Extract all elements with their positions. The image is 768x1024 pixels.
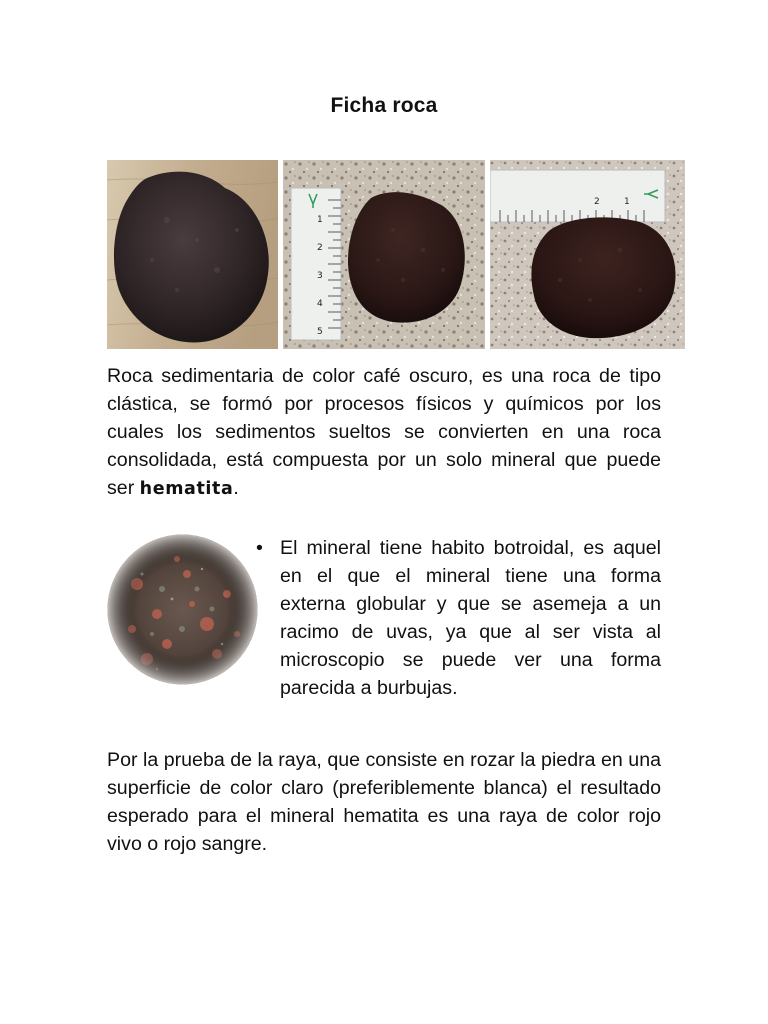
rock-photo-wood bbox=[107, 160, 278, 349]
ruler-mark-4: 4 bbox=[317, 299, 323, 309]
ruler-mark-5: 5 bbox=[317, 327, 323, 337]
microscope-image bbox=[107, 534, 258, 685]
intro-paragraph bbox=[107, 362, 661, 503]
ruler-mark-1: 1 bbox=[317, 215, 323, 225]
rock-photo-vertical-ruler bbox=[283, 160, 485, 349]
ruler-mark-1: 1 bbox=[624, 197, 630, 207]
streak-test-paragraph: Por la prueba de la raya, que consiste en rozar la piedra en una superficie de color claro (preferiblemente blanca) el resultado esperado para el mineral hematita es una raya de color rojo vivo o rojo sangre. bbox=[107, 749, 661, 855]
bullet-marker: • bbox=[256, 537, 263, 559]
rock-photo-horizontal-ruler bbox=[490, 160, 685, 349]
intro-period: . bbox=[233, 477, 239, 499]
mineral-name: hematita bbox=[139, 479, 234, 499]
page-title: Ficha roca bbox=[330, 94, 438, 117]
habit-description: El mineral tiene habito botroidal, es aquel en el que el mineral tiene una forma externa globular y que se asemeja a un racimo de uvas, ya que al ser vista al microscopio se puede ver una forma parecida a burbujas. bbox=[280, 537, 661, 699]
ruler-mark-2: 2 bbox=[317, 243, 323, 253]
habit-bullet-item bbox=[256, 534, 661, 702]
intro-text: Roca sedimentaria de color café oscuro, es una roca de tipo clástica, se formó por procesos físicos y químicos por los cuales los sedimentos sueltos se convierten en una roca consolidada, está compuesta por un solo mineral que puede ser bbox=[107, 365, 661, 499]
ruler-mark-3: 3 bbox=[317, 271, 323, 281]
ruler-mark-2: 2 bbox=[594, 197, 600, 207]
